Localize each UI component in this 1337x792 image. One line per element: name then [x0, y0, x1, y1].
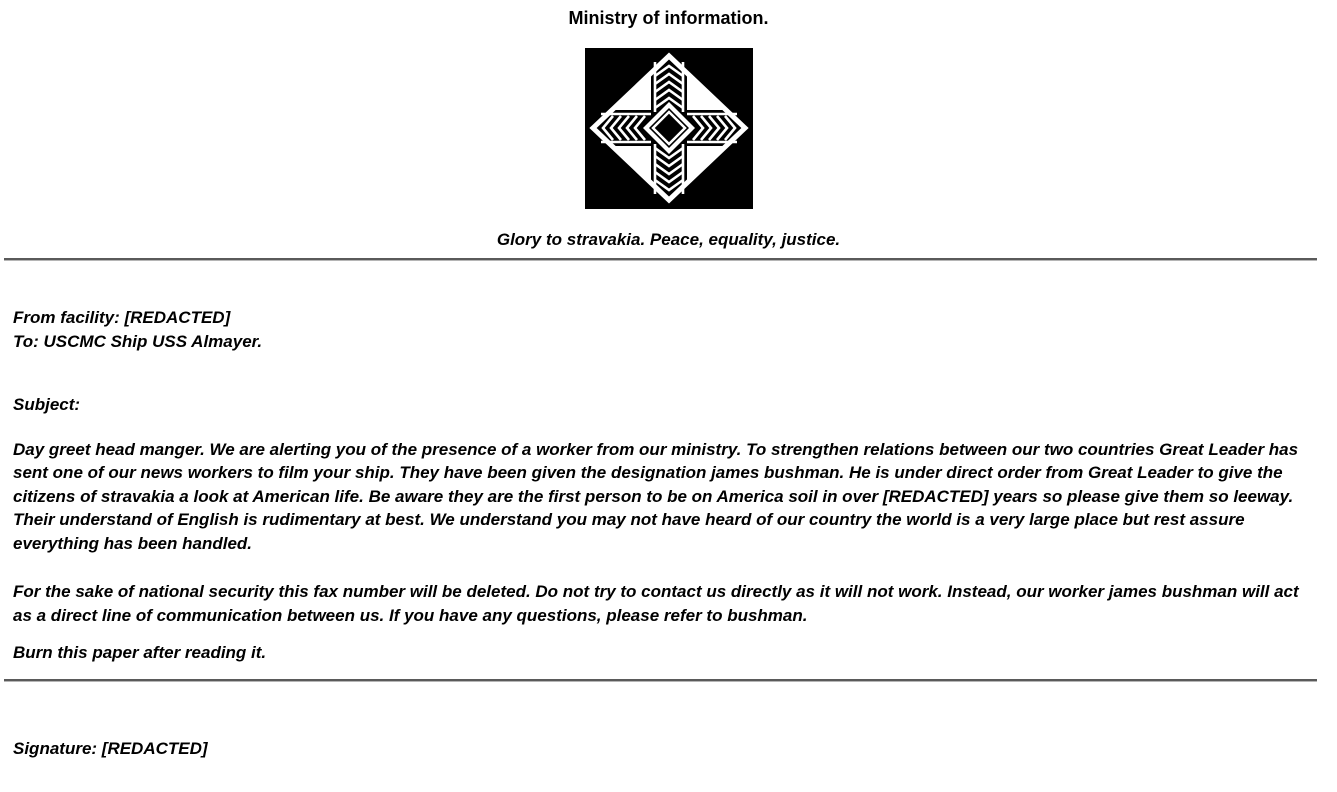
subject-label: Subject:	[13, 395, 81, 414]
field-to: To: USCMC Ship USS Almayer.	[13, 331, 263, 351]
logo-container	[0, 48, 1337, 209]
ministry-emblem-logo	[585, 48, 753, 209]
page-title: Ministry of information.	[568, 8, 769, 28]
field-from: From facility: [REDACTED]	[13, 308, 231, 327]
header-fields	[0, 306, 1337, 353]
divider-bottom	[4, 679, 1317, 682]
body-paragraph: For the sake of national security this fax number will be deleted. Do not try to contact us directly as it will not work. Instead, our worker james bushman will act as a direct line of communication between us. If you have any questions, please refer to bushman.	[13, 582, 1299, 625]
body-paragraph: Day greet head manger. We are alerting you of the presence of a worker from our ministry. To strengthen relations between our two countries Great Leader has sent one of our news workers to film your ship. They have been given the designation james bushman. He is under direct order from Great Leader to give the citizens of stravakia a look at American life. Be aware they are the first person to be on America soil in over [REDACTED] years so please give them so leeway. Their understand of English is rudimentary at best. We understand you may not have heard of our country the world is a very large place but rest assure everything has been handled.	[13, 439, 1299, 553]
signature-line: Signature: [REDACTED]	[13, 738, 208, 758]
burn-notice: Burn this paper after reading it.	[13, 643, 267, 662]
tagline: Glory to stravakia. Peace, equality, justice.	[496, 230, 841, 249]
divider-top	[4, 258, 1317, 261]
